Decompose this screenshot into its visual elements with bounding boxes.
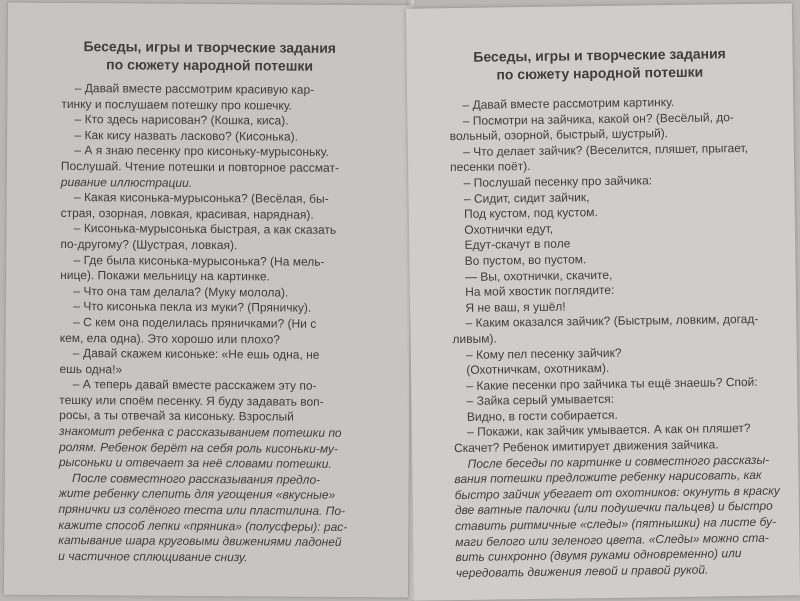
text-line: После совместного рассказывания предло- (58, 470, 321, 487)
left-page-title (8, 37, 412, 76)
text-line: вольный, озорной, быстрый, шустрый). (449, 126, 669, 144)
left-title-line-2: по сюжету народной потешки (106, 56, 314, 74)
text-line: – Что кисонька пекла из муки? (Пряничку). (59, 299, 312, 316)
text-line: Скачет? Ребенок имитирует движения зайчика. (453, 437, 719, 456)
right-title-line-2: по сюжету народной потешки (496, 63, 704, 83)
text-line: кажите способ лепки «пряника» (полусферы): рас- (58, 517, 348, 534)
text-line: – Послушай песенку про зайчика: (450, 173, 653, 191)
text-line: страя, озорная, ловкая, красивая, нарядная). (60, 205, 314, 222)
text-line: Во пустом, во пустом. (451, 252, 587, 269)
text-line: – Посмотри на зайчика, какой он? (Весёлый, до- (449, 109, 734, 128)
text-line: ешь одна!» (59, 361, 123, 377)
text-line: знакомит ребенка с рассказыванием потешки по (59, 424, 342, 440)
text-line: – Зайка серый умывается: (453, 392, 615, 409)
text-line: – Давай вместе рассмотрим красивую кар- (61, 80, 315, 97)
text-line: – Кисонька-мурысонька быстрая, а как сказать (60, 221, 337, 238)
text-line: вания потешки предложите ребенку нарисовать, как (454, 468, 762, 487)
text-line: ставить ритмичные «следы» (пятнышки) на листе бу- (455, 514, 777, 534)
text-line: – Кому пел песенку зайчик? (452, 345, 622, 362)
text-line: — Вы, охотнички, скачите, (451, 267, 613, 284)
left-title-line-1: Беседы, игры и творческие задания (83, 38, 337, 56)
text-line: по-другому? (Шустрая, ловкая). (60, 236, 238, 253)
text-line: ролям. Ребенок берёт на себя роль кисоньки-му- (58, 439, 339, 456)
text-line: (Охотничкам, охотникам). (452, 361, 610, 378)
text-line: ривание иллюстрации. (60, 174, 193, 190)
text-line: кем, ела одна). Это хорошо или плохо? (59, 330, 281, 347)
text-line: жите ребенку слепить для угощения «вкусные» (58, 486, 336, 503)
text-line: – Давай вместе рассмотрим картинку. (449, 94, 675, 113)
text-line: – А теперь давай вместе расскажем эту по- (59, 377, 317, 394)
text-line: – Каким оказался зайчик? (Быстрым, ловким, догад- (452, 312, 759, 331)
text-line: После беседы по картинке и совместного рассказы- (454, 452, 770, 471)
text-line: – Где была кисонька-мурысонька? (На мель- (60, 252, 325, 269)
text-line: тинку и послушаем потешку про кошечку. (61, 96, 292, 113)
text-line: чередовать движения левой и правой рукой. (455, 562, 709, 580)
text-line: – Что она там делала? (Муку молола). (60, 283, 289, 300)
text-line: Едут-скачут в поле (451, 236, 571, 253)
text-line: Видно, в гости собирается. (453, 407, 618, 424)
left-page (4, 3, 412, 598)
text-line: – Кто здесь нарисован? (Кошка, киса). (61, 112, 289, 128)
right-title-line-1: Беседы, игры и творческие задания (473, 45, 726, 65)
text-line: две ватные палочки (или подушечки пальцев) и быстро (454, 499, 773, 518)
text-line: нице). Покажи мельницу на картинке. (60, 268, 270, 284)
text-line: Послушай. Чтение потешки и повторное рассмат- (60, 158, 340, 175)
text-line: Я не ваш, я ушёл! (451, 299, 566, 315)
right-page-text (407, 93, 800, 582)
right-page-title (406, 43, 792, 84)
text-line: песенки поёт). (450, 159, 531, 175)
text-line: – А я знаю песенку про кисоньку-мурысоньку. (60, 143, 329, 160)
text-line: – Давай скажем кисоньке: «Не ешь одна, не (59, 346, 320, 362)
text-line: – Какая кисонька-мурысонька? (Весёлая, бы- (60, 190, 329, 206)
right-page (406, 3, 800, 600)
text-line: катывание шара круговыми движениями ладоней (58, 533, 342, 550)
text-line: – Как кису назвать ласково? (Кисонька). (61, 127, 299, 144)
left-page-text (4, 81, 411, 567)
text-line: тешку или споём песенку. Я буду задавать воп- (59, 392, 324, 409)
text-line: – Что делает зайчик? (Веселится, пляшет, прыгает, (449, 140, 749, 159)
text-line: – С кем она поделилась пряничками? (Ни с (59, 314, 317, 331)
text-line: росы, а ты отвечай за кисоньку. Взрослый (59, 408, 294, 425)
text-line: рысоньки и отвечает за неё словами потешки. (58, 455, 332, 472)
text-line: маги белого или зеленого цвета. «Следы» можно ста- (455, 530, 769, 549)
text-line: – Покажи, как зайчик умывается. А как он пляшет? (453, 421, 751, 440)
text-line: прянички из солёного теста или пластилина. По- (58, 501, 346, 518)
text-line: На мой хвостик поглядите: (451, 282, 615, 300)
text-line: – Сидит, сидит зайчик, (450, 189, 590, 206)
text-line: Охотнички едут, (450, 221, 554, 237)
text-line: – Какие песенки про зайчика ты ещё знаешь? Спой: (453, 374, 758, 393)
text-line: и частичное сплющивание снизу. (58, 548, 248, 565)
text-line: ливым). (452, 331, 497, 347)
text-line: Под кустом, под кустом. (450, 205, 598, 222)
text-line: вить синхронно (двумя руками одновременно) или (455, 546, 742, 565)
text-line: быстро зайчик убегает от охотников: окунуть в краску (454, 483, 780, 502)
